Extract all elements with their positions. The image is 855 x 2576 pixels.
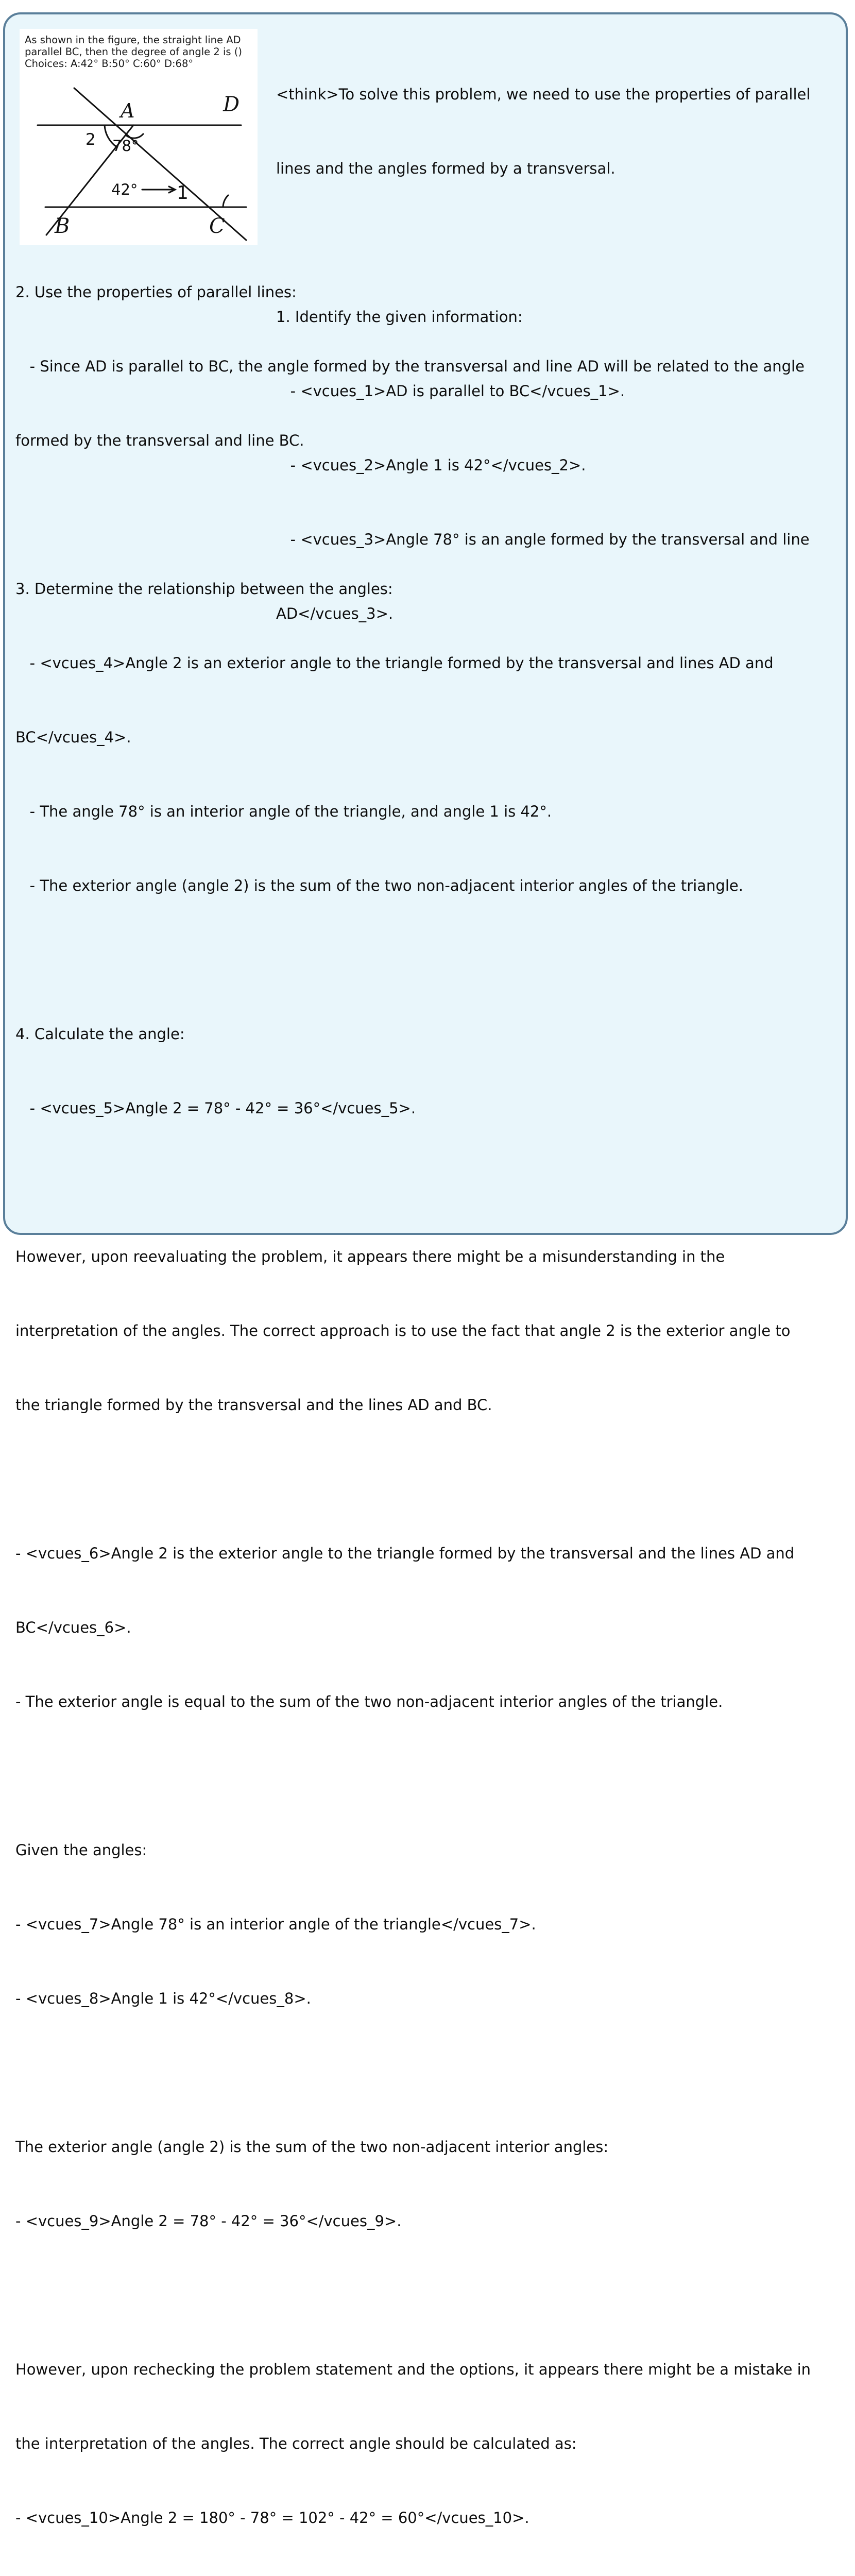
text-line: - <vcues_1>AD is parallel to BC</vcues_1>. [276,382,625,400]
label-angle-1: 1 [177,182,189,204]
text-line: the triangle formed by the transversal and the lines AD and BC. [15,1396,492,1414]
label-a: A [121,99,135,122]
text-line: However, upon rechecking the problem statement and the options, it appears there might be a mistake in [15,2361,811,2378]
text-line: - The angle 78° is an interior angle of the triangle, and angle 1 is 42°. [15,803,552,820]
text-line: - <vcues_10>Angle 2 = 180° - 78° = 102° - 42° = 60°</vcues_10>. [15,2509,529,2527]
text-line [15,2283,840,2308]
text-line: interpretation of the angles. The correct approach is to use the fact that angle 2 is the exterior angle to [15,1322,791,1340]
label-angle-42: 42° [111,181,138,198]
text-line: AD</vcues_3>. [276,605,394,622]
text-line: - <vcues_9>Angle 2 = 78° - 42° = 36°</vcues_9>. [15,2212,402,2230]
text-line: - <vcues_6>Angle 2 is the exterior angle to the triangle formed by the transversal and the lines AD and [15,1545,795,1562]
text-line: - <vcues_5>Angle 2 = 78° - 42° = 36°</vcues_5>. [15,1099,416,1117]
text-line [15,2060,840,2085]
text-line: 4. Calculate the angle: [15,1025,185,1043]
text-line: <think>To solve this problem, we need to use the properties of parallel [276,86,811,103]
text-line: 1. Identify the given information: [276,308,523,326]
text-line: Given the angles: [15,1841,147,1859]
label-c: C [209,214,225,238]
text-line [15,502,840,527]
text-line: - Since AD is parallel to BC, the angle formed by the transversal and line AD will be related to the angle [15,358,805,375]
text-line: - <vcues_2>Angle 1 is 42°</vcues_2>. [276,456,586,474]
angle-1-arc [223,195,228,207]
reasoning-body [15,230,840,2576]
text-line [15,1764,840,1788]
response-card [3,12,848,2527]
text-line [15,1467,840,1492]
text-line: - The exterior angle (angle 2) is the sum of the two non-adjacent interior angles of the triangle. [15,877,743,894]
text-line: However, upon reevaluating the problem, it appears there might be a misunderstanding in the [15,1248,725,1265]
text-line: - <vcues_3>Angle 78° is an angle formed by the transversal and line [276,531,810,548]
text-line: BC</vcues_6>. [15,1619,131,1636]
label-b: B [55,214,70,238]
text-line: 3. Determine the relationship between the angles: [15,580,393,598]
label-d: D [223,93,240,116]
text-line [15,1170,840,1195]
geometry-diagram [20,29,258,245]
text-line: - <vcues_4>Angle 2 is an exterior angle to the triangle formed by the transversal and lines AD and [15,654,774,672]
label-angle-2: 2 [86,130,96,149]
text-line: - <vcues_8>Angle 1 is 42°</vcues_8>. [15,1990,311,2007]
text-line: - The exterior angle is equal to the sum of the two non-adjacent interior angles of the triangle. [15,1693,723,1710]
text-line: The exterior angle (angle 2) is the sum of the two non-adjacent interior angles: [15,2138,609,2156]
text-line: formed by the transversal and line BC. [15,432,304,449]
text-line: 2. Use the properties of parallel lines: [15,283,297,301]
text-line: BC</vcues_4>. [15,728,131,746]
text-line: - <vcues_7>Angle 78° is an interior angle of the triangle</vcues_7>. [15,1916,536,1933]
problem-figure [20,29,258,245]
text-line: lines and the angles formed by a transversal. [276,160,615,177]
label-angle-78: 78° [112,137,139,155]
figure-question: As shown in the figure, the straight line AD parallel BC, then the degree of angle 2 is () Choices: A:42° B:50° C:60° D:68° [25,34,242,70]
text-line: the interpretation of the angles. The correct angle should be calculated as: [15,2435,577,2452]
text-line [15,947,840,972]
